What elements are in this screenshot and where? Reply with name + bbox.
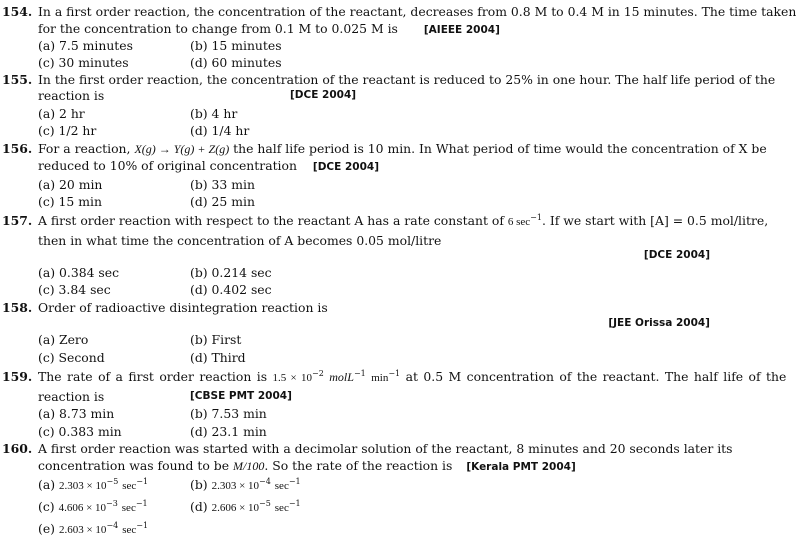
question-number: 155. [2,72,33,87]
question-number: 159. [2,369,33,384]
question-text: The rate of a first order reaction is $1.5 \times 10^{-2}$ molL$^{-1}$ $\min^{-1}$ at 0.5 M concentration of the reactant. The half life of the [38,369,787,384]
option-c: (c) 15 min [38,194,102,209]
source-tag: [Kerala PMT 2004] [466,461,576,473]
option-b: (b) 0.214 sec [190,265,272,280]
question-number: 156. [2,141,33,156]
option-a: (a) 0.384 sec [38,265,120,280]
source-tag: [DCE 2004] [290,89,357,101]
question-text: for the concentration to change from 0.1 M to 0.025 M is [AIEEE 2004] [38,21,500,36]
option-d: (d) 0.402 sec [190,282,272,297]
option-b: (b) First [190,332,242,347]
option-c: (c) 3.84 sec [38,282,111,297]
option-b: (b) 33 min [190,177,255,192]
question-text: A first order reaction was started with a decimolar solution of the reactant, 8 minutes and 20 seconds later its [38,441,733,456]
option-a: (a) 2 hr [38,106,85,121]
source-tag: [AIEEE 2004] [423,24,500,36]
concentration-value: M/100 [233,459,265,473]
question-text: reaction is [38,389,105,404]
option-b: (b) $2.303 \times 10^{-4}$ $\sec^{-1}$ [190,477,301,492]
option-c: (c) Second [38,350,105,365]
question-text: For a reaction, X(g) → Y(g) + Z(g) the half life period is 10 min. In What period of time would the concentration of X be [38,141,767,156]
question-text: In a first order reaction, the concentration of the reactant, decreases from 0.8 M to 0.4 M in 15 minutes. The time taken [38,4,796,19]
option-b: (b) 4 hr [190,106,238,121]
option-a: (a) $2.303 \times 10^{-5}$ $\sec^{-1}$ [38,477,149,492]
option-e: (e) $2.603 \times 10^{-4}$ $\sec^{-1}$ [38,521,149,536]
option-d: (d) Third [190,350,246,365]
question-number: 160. [2,441,33,456]
source-tag: [JEE Orissa 2004] [608,317,710,329]
option-a: (a) 20 min [38,177,103,192]
option-b: (b) 15 minutes [190,38,282,53]
question-text: concentration was found to be M/100. So the rate of the reaction is [Kerala PMT 2004] [38,458,576,473]
option-b: (b) 7.53 min [190,406,267,421]
source-tag: [DCE 2004] [312,161,379,173]
option-a: (a) Zero [38,332,89,347]
question-number: 154. [2,4,33,19]
question-text: then in what time the concentration of A becomes 0.05 mol/litre [38,233,442,248]
question-text: In the first order reaction, the concentration of the reactant is reduced to 25% in one hour. The half life period of the [38,72,776,87]
option-c: (c) $4.606 \times 10^{-3}$ $\sec^{-1}$ [38,499,148,514]
option-d: (d) $2.606 \times 10^{-5}$ $\sec^{-1}$ [190,499,301,514]
option-c: (c) 1/2 hr [38,123,97,138]
rate-constant: 6 sec [507,216,531,228]
option-c: (c) 0.383 min [38,424,122,439]
option-d: (d) 60 minutes [190,55,282,70]
question-text: reduced to 10% of original concentration [DCE 2004] [38,158,379,173]
option-d: (d) 1/4 hr [190,123,250,138]
question-number: 158. [2,300,33,315]
option-c: (c) 30 minutes [38,55,129,70]
question-text: Order of radioactive disintegration reaction is [38,300,328,315]
option-d: (d) 23.1 min [190,424,267,439]
question-text: reaction is [38,88,105,103]
rate-value: 1.5 × 10 [272,372,313,384]
option-d: (d) 25 min [190,194,255,209]
source-tag: [DCE 2004] [643,249,710,261]
question-number: 157. [2,213,33,228]
source-tag: [CBSE PMT 2004] [190,390,292,402]
option-a: (a) 8.73 min [38,406,115,421]
reaction-equation: X(g) → Y(g) + Z(g) [134,142,230,156]
option-a: (a) 7.5 minutes [38,38,133,53]
question-text: A first order reaction with respect to the reactant A has a rate constant of 6 $\sec^{-1}$. If we start with [A] = 0.5 mol/litre, [38,213,769,228]
